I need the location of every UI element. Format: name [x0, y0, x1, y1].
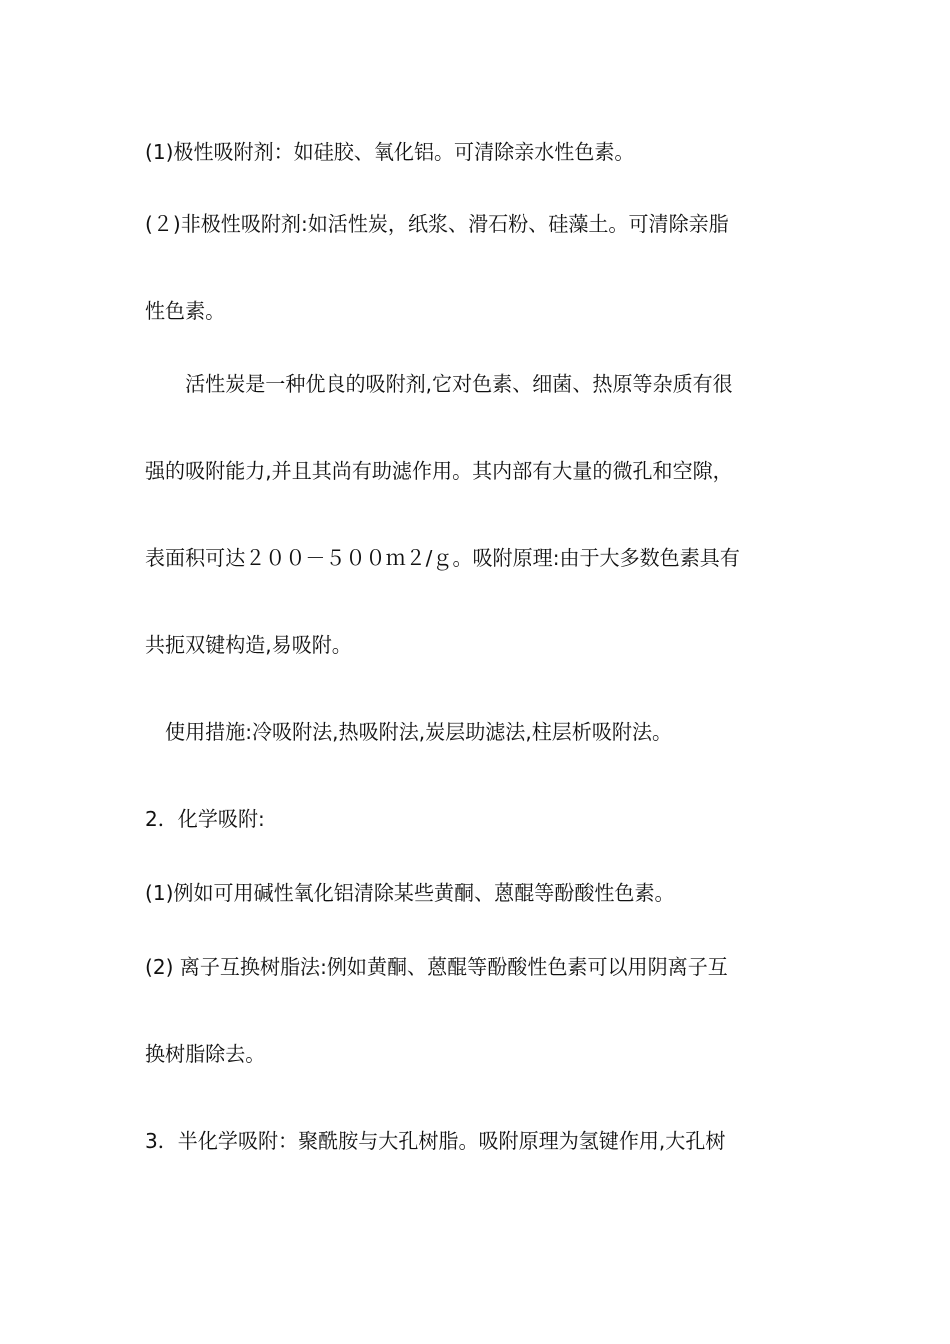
paragraph-line-8: 使用措施:冷吸附法,热吸附法,炭层助滤法,柱层析吸附法。 — [145, 720, 673, 744]
paragraph-line-11: (2) 离子互换树脂法:例如黄酮、蒽醌等酚酸性色素可以用阴离子互 — [145, 955, 728, 979]
paragraph-line-6: 表面积可达２００－５００ｍ２/ｇ。吸附原理:由于大多数色素具有 — [145, 546, 740, 570]
section-heading-2: 2．化学吸附: — [145, 807, 265, 831]
paragraph-line-12: 换树脂除去。 — [145, 1042, 266, 1066]
paragraph-line-7: 共扼双键构造,易吸附。 — [145, 633, 352, 657]
paragraph-line-5: 强的吸附能力,并且其尚有助滤作用。其内部有大量的微孔和空隙， — [145, 459, 733, 483]
section-heading-3: 3．半化学吸附：聚酰胺与大孔树脂。吸附原理为氢键作用,大孔树 — [145, 1129, 726, 1153]
paragraph-line-3: 性色素。 — [145, 299, 226, 323]
paragraph-line-10: (1)例如可用碱性氧化铝清除某些黄酮、蒽醌等酚酸性色素。 — [145, 881, 675, 905]
paragraph-line-1: (1)极性吸附剂：如硅胶、氧化铝。可清除亲水性色素。 — [145, 140, 635, 164]
paragraph-line-4: 活性炭是一种优良的吸附剂,它对色素、细菌、热原等杂质有很 — [145, 372, 733, 396]
paragraph-line-2: (２)非极性吸附剂:如活性炭，纸浆、滑石粉、硅藻土。可清除亲脂 — [145, 212, 729, 236]
